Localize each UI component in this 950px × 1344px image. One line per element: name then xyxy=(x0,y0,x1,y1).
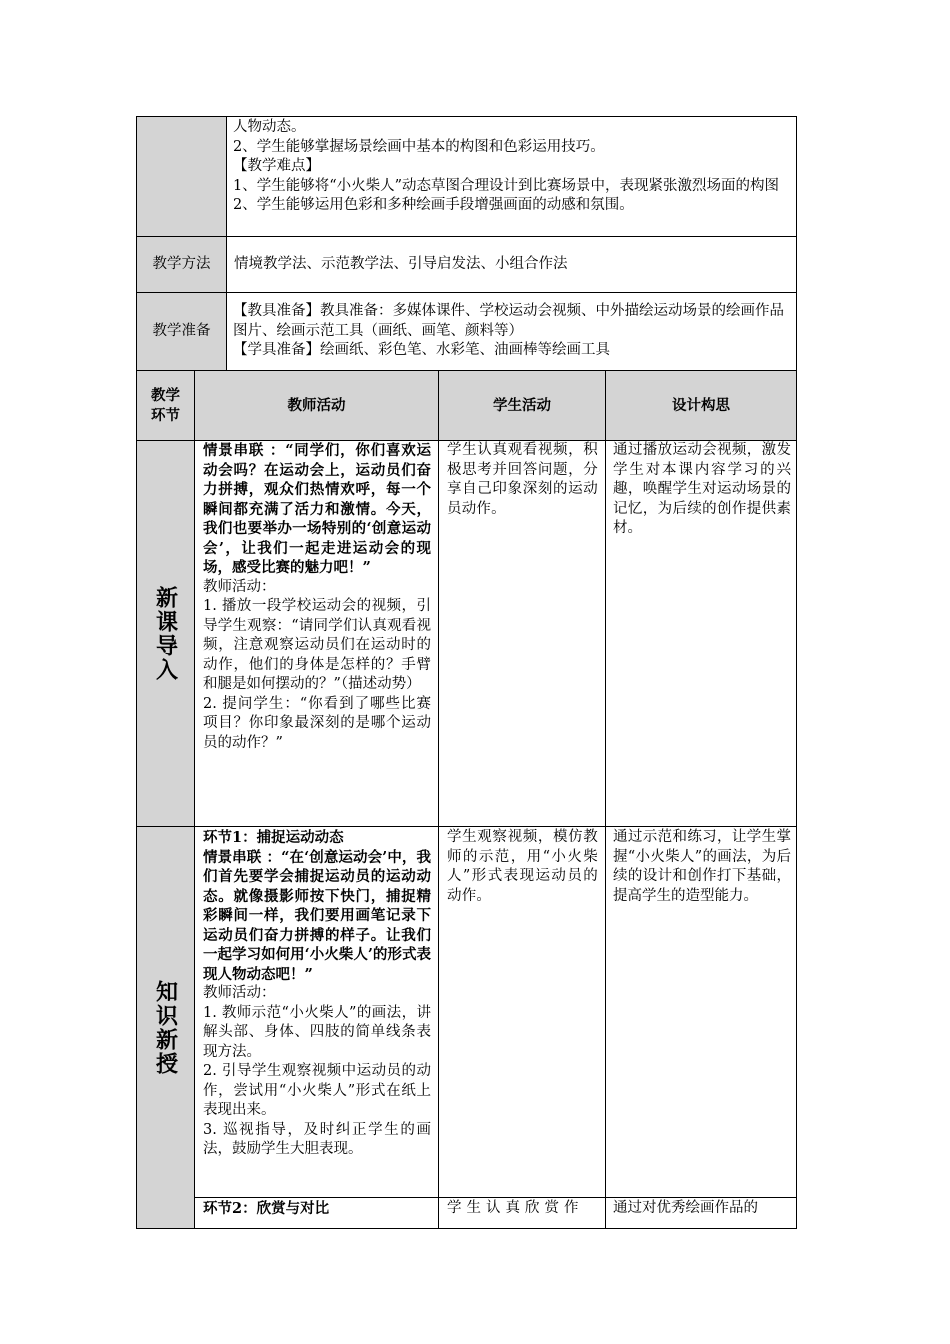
knowledge-activity-2: 2. 引导学生观察视频中运动员的动作，尝试用“小火柴人”形式在纸上表现出来。 xyxy=(203,1063,431,1118)
section2-design: 通过对优秀绘画作品的 xyxy=(613,1200,758,1216)
stage-new-knowledge xyxy=(137,827,194,1228)
intro-activity-2: 2. 提问学生：“你看到了哪些比赛项目？你印象最深刻的是哪个运动员的动作？” xyxy=(203,695,431,751)
intro-activity-1: 1. 播放一段学校运动会的视频，引导学生观察：“请同学们认真观看视频，注意观察运动员们在运动时的动作，他们的身体是怎样的？手臂和腿是如何摆动的？”（描述动势） xyxy=(203,598,431,692)
difficulty-2: 2、学生能够运用色彩和多种绘画手段增强画面的动感和氛围。 xyxy=(233,197,634,213)
section2-student xyxy=(447,1199,598,1223)
intro-design: 通过播放运动会视频，激发学生对本课内容学习的兴趣，唤醒学生对运动场景的记忆，为后续的创作提供素材。 xyxy=(613,442,791,536)
prep-teacher: 【教具准备】教具准备：多媒体课件、学校运动会视频、中外描绘运动场景的绘画作品图片、绘画示范工具（画纸、画笔、颜料等） xyxy=(233,303,784,339)
header-teacher: 教师活动 xyxy=(287,396,346,414)
intro-scenario: 情景串联 ：“同学们，你们喜欢运动会吗？在运动会上，运动员们奋力拼搏，观众们热情欢呼，每一个瞬间都充满了活力和激情。今天，我们也要举办一场特别的‘创意运动会’，让我们一起走进运动会的现场，感受比赛的魅力吧！” xyxy=(203,442,431,576)
prep-text xyxy=(233,302,793,368)
goal-line-1: 人物动态。 xyxy=(233,119,306,135)
method-label: 教学方法 xyxy=(152,255,211,272)
goals-continuation xyxy=(233,118,793,236)
prep-student: 【学具准备】绘画纸、彩色笔、水彩笔、油画棒等绘画工具 xyxy=(233,342,610,358)
header-design: 设计构思 xyxy=(672,396,730,414)
difficulty-1: 1、学生能够将“小火柴人”动态草图合理设计到比赛场景中，表现紧张激烈场面的构图 xyxy=(233,177,780,194)
knowledge-activity-1: 1. 教师示范“小火柴人”的画法，讲解头部、身体、四肢的简单线条表现方法。 xyxy=(203,1004,431,1060)
method-text: 情境教学法、示范教学法、引导启发法、小组合作法 xyxy=(234,255,568,272)
prep-label: 教学准备 xyxy=(152,322,211,339)
knowledge-scenario: 情景串联 ：“在‘创意运动会’中，我们首先要学会捕捉运动员的运动动态。就像摄影师按下快门，捕捉精彩瞬间一样，我们要用画笔记录下运动员们奋力拼搏的样子。让我们一起学习如何用‘小火柴人’的形式表现人物动态吧！” xyxy=(203,848,431,983)
knowledge-activity-label: 教师活动： xyxy=(203,985,276,1001)
header-stage xyxy=(137,371,194,440)
intro-activity-label: 教师活动： xyxy=(203,578,276,595)
knowledge-design: 通过示范和练习，让学生掌握“小火柴人”的画法，为后续的设计和创作打下基础，提高学生的造型能力。 xyxy=(613,829,791,904)
section2-student-text: 学生认真欣赏作 xyxy=(447,1200,584,1216)
knowledge-teacher-activity xyxy=(203,828,431,1197)
knowledge-activity-3: 3. 巡视指导，及时纠正学生的画法，鼓励学生大胆表现。 xyxy=(203,1121,431,1157)
stage-intro-label: 新课导入 xyxy=(152,585,179,682)
knowledge-student-activity: 学生观察视频，模仿教师的示范，用“小火柴人”形式表现运动员的动作。 xyxy=(447,829,598,904)
header-student: 学生活动 xyxy=(493,396,551,414)
section1-title: 环节1：捕捉运动动态 xyxy=(203,829,344,846)
difficulty-title: 【教学难点】 xyxy=(233,158,320,174)
stage-new-knowledge-label: 知识新授 xyxy=(152,979,179,1076)
goal-line-2: 2、学生能够掌握场景绘画中基本的构图和色彩运用技巧。 xyxy=(233,138,605,155)
intro-teacher-activity xyxy=(203,441,431,826)
stage-intro xyxy=(137,441,194,826)
header-stage-label: 教学环节 xyxy=(151,386,180,424)
section2-title: 环节2：欣赏与对比 xyxy=(203,1200,330,1217)
intro-student-activity: 学生认真观看视频，积极思考并回答问题，分享自己印象深刻的运动员动作。 xyxy=(447,442,598,517)
